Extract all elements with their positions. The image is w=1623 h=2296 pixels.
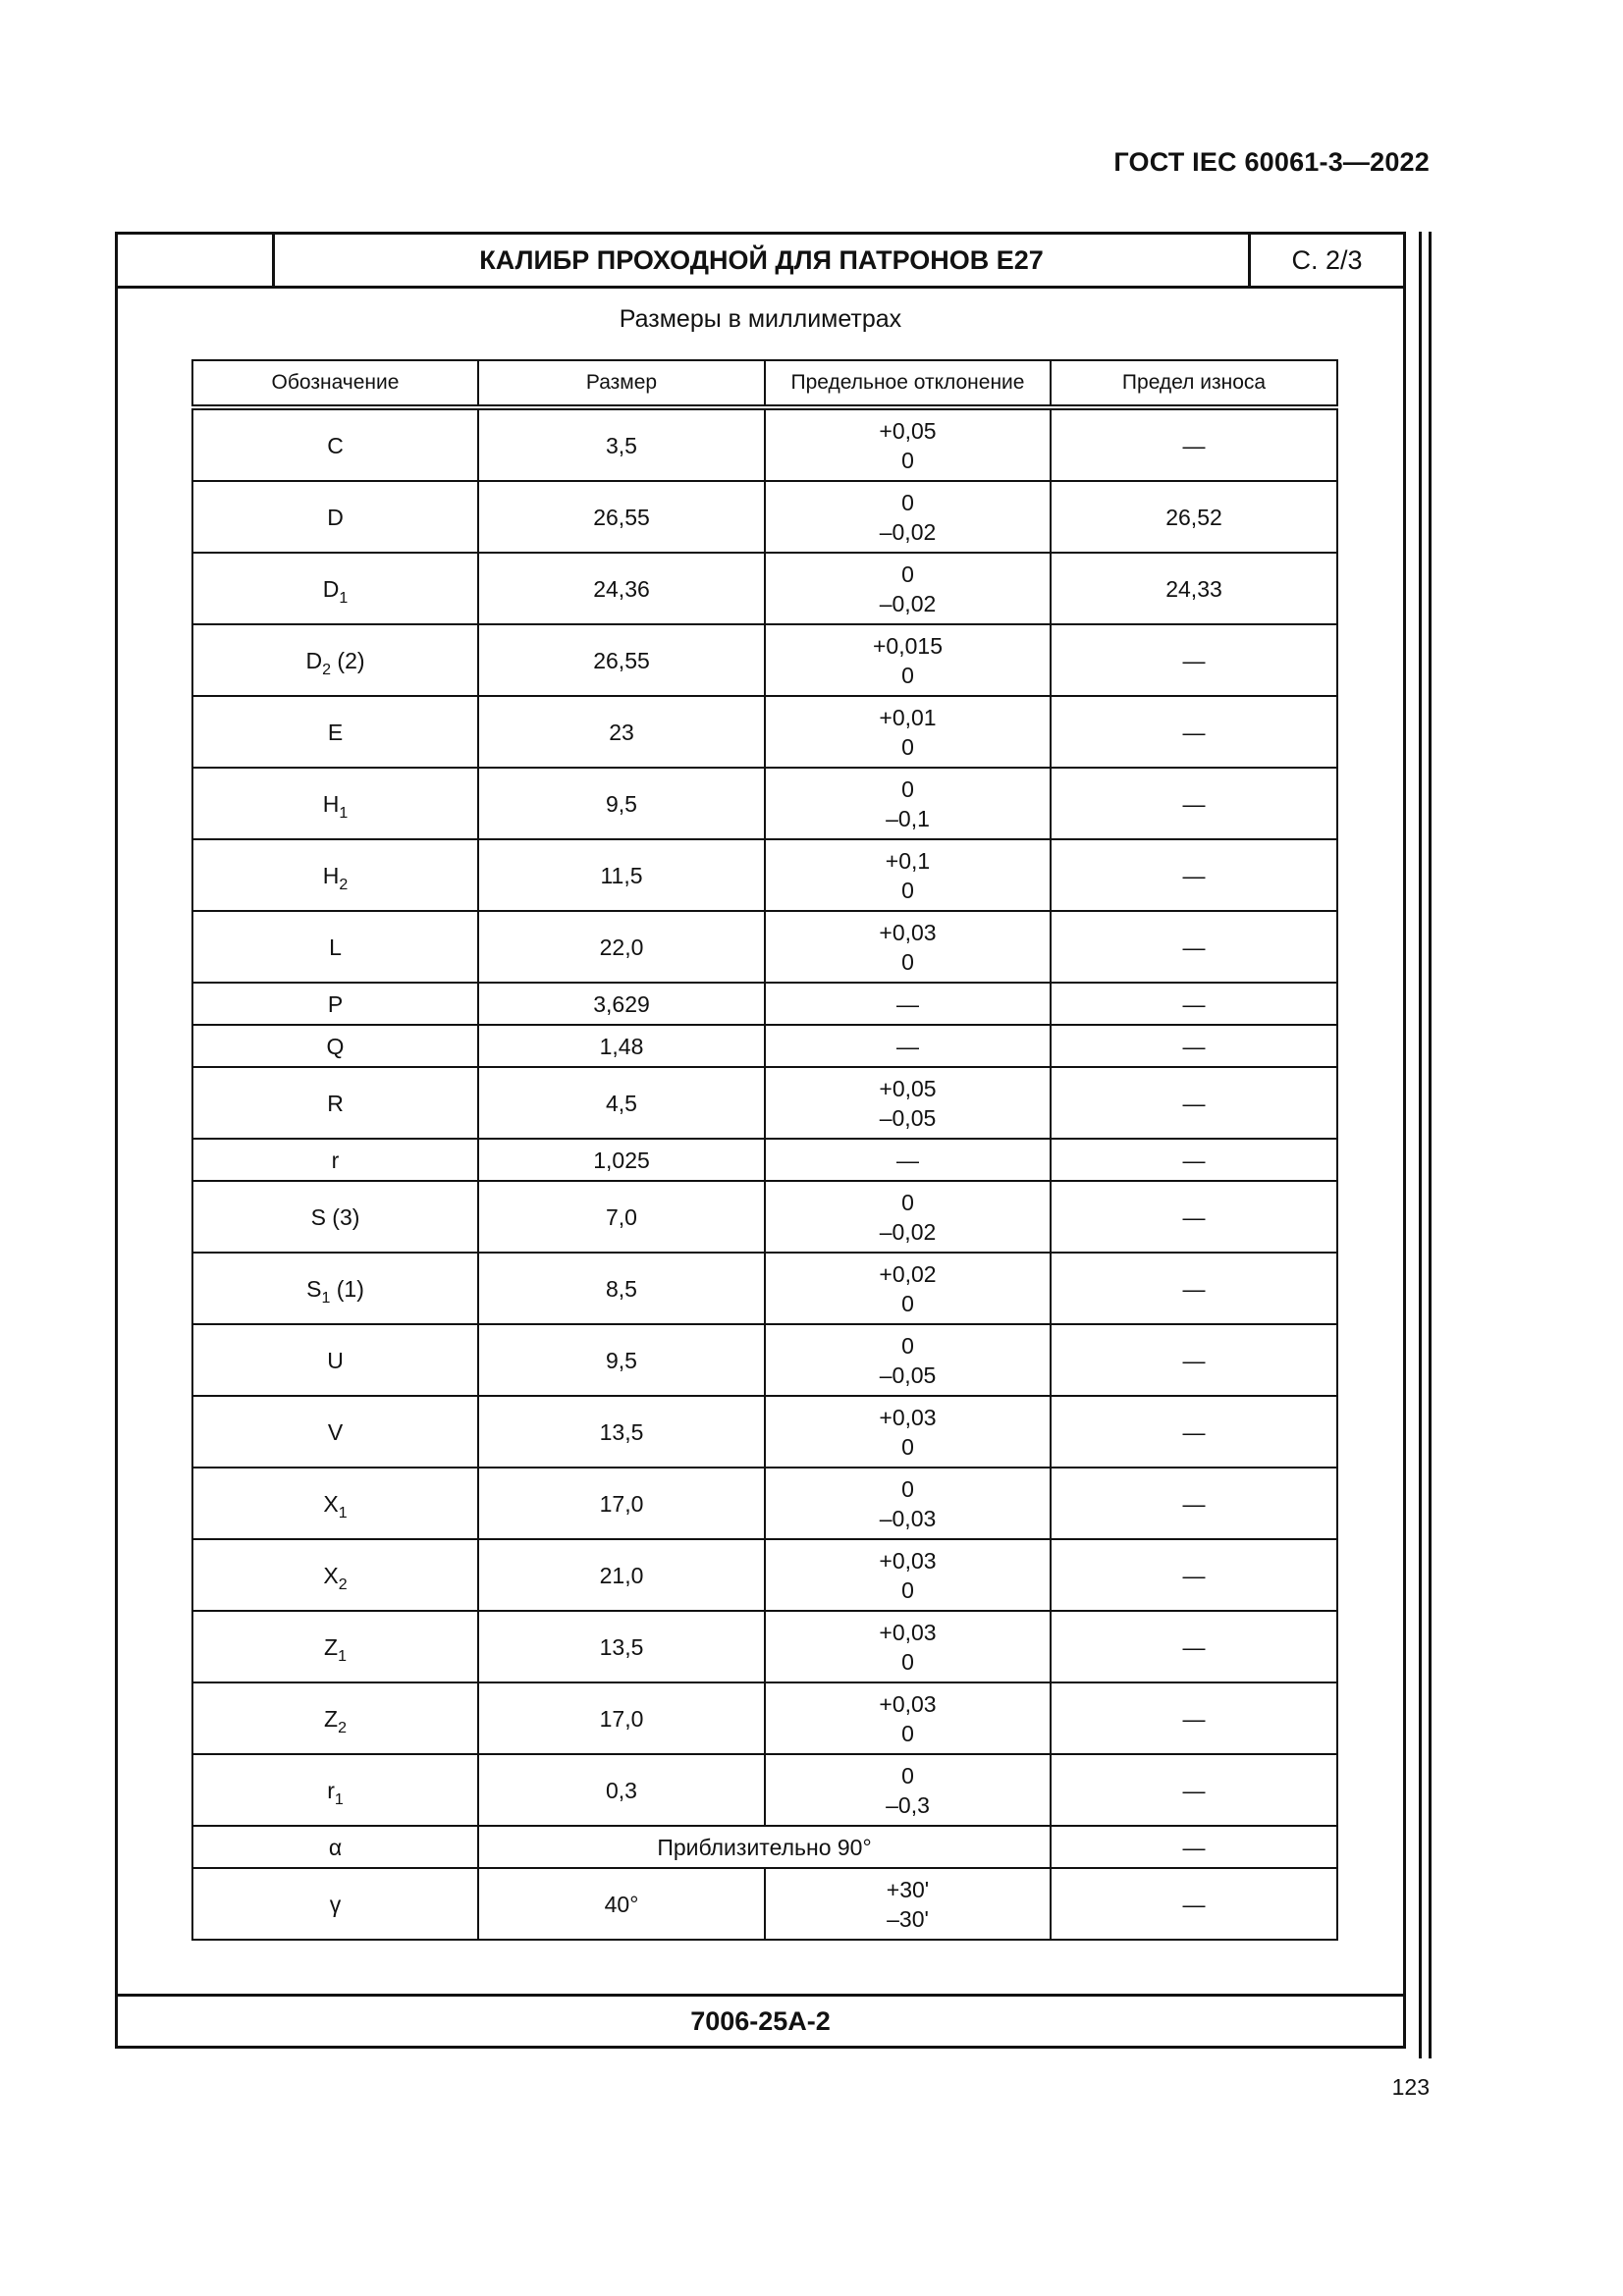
deviation-upper: +30' bbox=[886, 1876, 930, 1902]
cell-wear-limit: — bbox=[1051, 1067, 1337, 1139]
designation-symbol: r bbox=[331, 1147, 340, 1173]
cell-designation bbox=[192, 1139, 478, 1181]
cell-deviation bbox=[765, 481, 1051, 553]
designation-suffix: (2) bbox=[331, 647, 365, 673]
deviation-upper: 0 bbox=[901, 561, 914, 587]
designation-symbol: E bbox=[327, 719, 344, 745]
table-row bbox=[192, 1253, 1337, 1324]
deviation-upper: 0 bbox=[901, 775, 914, 802]
cell-designation bbox=[192, 1539, 478, 1611]
deviation-upper: +0,05 bbox=[879, 1075, 937, 1101]
deviation-upper: +0,03 bbox=[879, 919, 937, 945]
cell-size: 9,5 bbox=[478, 768, 765, 839]
designation-subscript: 1 bbox=[334, 1790, 344, 1808]
designation-symbol: γ bbox=[329, 1891, 342, 1917]
cell-deviation bbox=[765, 1253, 1051, 1324]
deviation-upper: 0 bbox=[901, 489, 914, 515]
cell-wear-limit: 24,33 bbox=[1051, 553, 1337, 624]
cell-size: 13,5 bbox=[478, 1396, 765, 1468]
cell-designation bbox=[192, 983, 478, 1025]
deviation-lower: –0,05 bbox=[879, 1104, 937, 1131]
column-header-size: Размер bbox=[478, 360, 765, 407]
designation-subscript: 2 bbox=[338, 1575, 348, 1593]
table-row bbox=[192, 1826, 1337, 1868]
title-blank-cell bbox=[118, 235, 275, 286]
column-header-deviation: Предельное отклонение bbox=[765, 360, 1051, 407]
table-body bbox=[192, 407, 1337, 1940]
designation-subscript: 2 bbox=[322, 661, 332, 678]
cell-size: 21,0 bbox=[478, 1539, 765, 1611]
table-row bbox=[192, 1139, 1337, 1181]
deviation-upper: +0,05 bbox=[879, 417, 937, 444]
cell-size: 3,629 bbox=[478, 983, 765, 1025]
cell-wear-limit: — bbox=[1051, 624, 1337, 696]
sheet-frame bbox=[115, 232, 1406, 2049]
deviation-lower: 0 bbox=[901, 447, 914, 473]
cell-wear-limit: — bbox=[1051, 911, 1337, 983]
designation-symbol: r bbox=[327, 1777, 335, 1803]
cell-wear-limit: — bbox=[1051, 1025, 1337, 1067]
deviation-lower: 0 bbox=[901, 1648, 914, 1675]
cell-wear-limit: — bbox=[1051, 1539, 1337, 1611]
deviation-upper: +0,015 bbox=[873, 632, 943, 659]
deviation-lower: –0,03 bbox=[879, 1505, 937, 1531]
deviation-lower: 0 bbox=[901, 1576, 914, 1603]
designation-subscript: 1 bbox=[321, 1289, 331, 1307]
deviation-lower: –30' bbox=[887, 1905, 929, 1932]
deviation-upper: 0 bbox=[901, 1475, 914, 1502]
table-row bbox=[192, 553, 1337, 624]
cell-designation bbox=[192, 1826, 478, 1868]
cell-wear-limit: — bbox=[1051, 983, 1337, 1025]
deviation-lower: 0 bbox=[901, 948, 914, 975]
deviation-upper: +0,03 bbox=[879, 1690, 937, 1717]
table-row bbox=[192, 696, 1337, 768]
cell-wear-limit: — bbox=[1051, 1181, 1337, 1253]
cell-deviation bbox=[765, 911, 1051, 983]
designation-symbol: S bbox=[306, 1275, 322, 1302]
sheet-number: С. 2/3 bbox=[1291, 244, 1363, 275]
designation-symbol: Q bbox=[326, 1033, 345, 1059]
designation-subscript: 1 bbox=[339, 804, 349, 822]
table-row bbox=[192, 1682, 1337, 1754]
table-row bbox=[192, 1539, 1337, 1611]
table-row bbox=[192, 1067, 1337, 1139]
designation-subscript: 2 bbox=[339, 876, 349, 893]
cell-designation bbox=[192, 1754, 478, 1826]
cell-size: 1,025 bbox=[478, 1139, 765, 1181]
deviation-upper: 0 bbox=[901, 1762, 914, 1789]
cell-designation bbox=[192, 1611, 478, 1682]
designation-subscript: 2 bbox=[338, 1719, 347, 1736]
deviation-lower: –0,1 bbox=[886, 805, 930, 831]
designation-symbol: R bbox=[327, 1090, 344, 1116]
table-row bbox=[192, 407, 1337, 481]
designation-symbol: U bbox=[327, 1347, 344, 1373]
designation-symbol: L bbox=[329, 934, 342, 960]
deviation-lower: 0 bbox=[901, 1433, 914, 1460]
cell-designation bbox=[192, 553, 478, 624]
cell-size: 17,0 bbox=[478, 1682, 765, 1754]
designation-symbol: Z bbox=[324, 1633, 339, 1660]
table-row bbox=[192, 1324, 1337, 1396]
table-row bbox=[192, 1181, 1337, 1253]
cell-deviation bbox=[765, 1468, 1051, 1539]
designation-symbol: D bbox=[322, 575, 340, 602]
deviation-lower: –0,02 bbox=[879, 1218, 937, 1245]
cell-wear-limit: — bbox=[1051, 1826, 1337, 1868]
cell-size: 4,5 bbox=[478, 1067, 765, 1139]
designation-symbol: X bbox=[323, 1562, 339, 1588]
cell-deviation: — bbox=[765, 983, 1051, 1025]
table-row bbox=[192, 983, 1337, 1025]
designation-subscript: 1 bbox=[338, 1504, 348, 1522]
cell-size-merged: Приблизительно 90° bbox=[478, 1826, 1051, 1868]
designation-symbol: X bbox=[323, 1490, 339, 1517]
cell-wear-limit: 26,52 bbox=[1051, 481, 1337, 553]
designation-symbol: C bbox=[327, 432, 344, 458]
cell-size: 0,3 bbox=[478, 1754, 765, 1826]
designation-symbol: H bbox=[322, 862, 340, 888]
cell-deviation bbox=[765, 1181, 1051, 1253]
deviation-upper: +0,03 bbox=[879, 1404, 937, 1430]
cell-wear-limit: — bbox=[1051, 768, 1337, 839]
cell-size: 7,0 bbox=[478, 1181, 765, 1253]
cell-deviation: — bbox=[765, 1025, 1051, 1067]
cell-size: 26,55 bbox=[478, 624, 765, 696]
deviation-lower: –0,05 bbox=[879, 1362, 937, 1388]
cell-deviation bbox=[765, 407, 1051, 481]
cell-designation bbox=[192, 1067, 478, 1139]
dimensions-table-wrap bbox=[191, 359, 1336, 1941]
designation-symbol: D bbox=[305, 647, 323, 673]
cell-size: 11,5 bbox=[478, 839, 765, 911]
cell-size: 22,0 bbox=[478, 911, 765, 983]
designation-symbol: P bbox=[327, 990, 344, 1017]
cell-designation bbox=[192, 1253, 478, 1324]
table-row bbox=[192, 1025, 1337, 1067]
units-caption: Размеры в миллиметрах bbox=[619, 305, 902, 333]
deviation-upper: +0,03 bbox=[879, 1547, 937, 1574]
cell-wear-limit: — bbox=[1051, 1396, 1337, 1468]
deviation-lower: 0 bbox=[901, 1720, 914, 1746]
column-header-designation: Обозначение bbox=[192, 360, 478, 407]
cell-designation bbox=[192, 696, 478, 768]
table-row bbox=[192, 1868, 1337, 1940]
deviation-upper: +0,1 bbox=[885, 847, 931, 874]
column-header-wear-limit: Предел износа bbox=[1051, 360, 1337, 407]
designation-subscript: 1 bbox=[339, 589, 349, 607]
cell-designation bbox=[192, 1682, 478, 1754]
designation-symbol: H bbox=[322, 790, 340, 817]
cell-wear-limit: — bbox=[1051, 839, 1337, 911]
cell-deviation bbox=[765, 696, 1051, 768]
cell-designation bbox=[192, 839, 478, 911]
cell-designation bbox=[192, 1868, 478, 1940]
table-row bbox=[192, 1754, 1337, 1826]
cell-deviation bbox=[765, 1539, 1051, 1611]
cell-wear-limit: — bbox=[1051, 407, 1337, 481]
sheet-title: КАЛИБР ПРОХОДНОЙ ДЛЯ ПАТРОНОВ Е27 bbox=[275, 235, 1251, 286]
cell-designation bbox=[192, 768, 478, 839]
cell-deviation bbox=[765, 839, 1051, 911]
deviation-upper: +0,02 bbox=[879, 1260, 937, 1287]
cell-designation bbox=[192, 1181, 478, 1253]
deviation-upper: +0,01 bbox=[879, 704, 937, 730]
cell-deviation bbox=[765, 1067, 1051, 1139]
cell-deviation bbox=[765, 1868, 1051, 1940]
deviation-lower: 0 bbox=[901, 662, 914, 688]
deviation-lower: 0 bbox=[901, 733, 914, 760]
cell-deviation bbox=[765, 768, 1051, 839]
cell-wear-limit: — bbox=[1051, 1868, 1337, 1940]
table-row bbox=[192, 1611, 1337, 1682]
cell-size: 17,0 bbox=[478, 1468, 765, 1539]
designation-subscript: 1 bbox=[338, 1647, 347, 1665]
designation-symbol: Z bbox=[324, 1705, 339, 1732]
cell-designation bbox=[192, 624, 478, 696]
deviation-upper: +0,03 bbox=[879, 1619, 937, 1645]
title-row bbox=[118, 235, 1403, 289]
cell-deviation bbox=[765, 1324, 1051, 1396]
cell-wear-limit: — bbox=[1051, 1139, 1337, 1181]
table-row bbox=[192, 768, 1337, 839]
cell-size: 1,48 bbox=[478, 1025, 765, 1067]
document-header: ГОСТ IEC 60061-3—2022 bbox=[1113, 147, 1430, 177]
cell-designation bbox=[192, 407, 478, 481]
deviation-upper: 0 bbox=[901, 1332, 914, 1359]
cell-designation bbox=[192, 481, 478, 553]
cell-wear-limit: — bbox=[1051, 1324, 1337, 1396]
cell-designation bbox=[192, 1468, 478, 1539]
page-number: 123 bbox=[1391, 2074, 1430, 2100]
frame-double-line bbox=[1429, 232, 1432, 2058]
designation-symbol: α bbox=[328, 1834, 343, 1860]
cell-deviation bbox=[765, 1396, 1051, 1468]
designation-symbol: S bbox=[310, 1203, 326, 1230]
cell-wear-limit: — bbox=[1051, 1468, 1337, 1539]
designation-symbol: V bbox=[327, 1418, 344, 1445]
table-header-row bbox=[192, 360, 1337, 407]
cell-deviation bbox=[765, 1611, 1051, 1682]
cell-deviation bbox=[765, 553, 1051, 624]
table-row bbox=[192, 481, 1337, 553]
cell-wear-limit: — bbox=[1051, 1682, 1337, 1754]
cell-deviation bbox=[765, 624, 1051, 696]
cell-designation bbox=[192, 1324, 478, 1396]
designation-suffix: (1) bbox=[330, 1275, 364, 1302]
table-row bbox=[192, 624, 1337, 696]
cell-wear-limit: — bbox=[1051, 1754, 1337, 1826]
cell-size: 23 bbox=[478, 696, 765, 768]
deviation-upper: 0 bbox=[901, 1189, 914, 1215]
frame-double-line bbox=[1419, 232, 1422, 2058]
cell-size: 40° bbox=[478, 1868, 765, 1940]
cell-size: 9,5 bbox=[478, 1324, 765, 1396]
cell-designation bbox=[192, 1025, 478, 1067]
table-row bbox=[192, 911, 1337, 983]
cell-deviation bbox=[765, 1682, 1051, 1754]
cell-designation bbox=[192, 1396, 478, 1468]
cell-wear-limit: — bbox=[1051, 696, 1337, 768]
deviation-lower: –0,02 bbox=[879, 518, 937, 545]
cell-designation bbox=[192, 911, 478, 983]
sheet-code: 7006-25A-2 bbox=[118, 1994, 1403, 2046]
designation-suffix: (3) bbox=[325, 1203, 360, 1230]
deviation-lower: 0 bbox=[901, 1290, 914, 1316]
cell-size: 8,5 bbox=[478, 1253, 765, 1324]
cell-size: 3,5 bbox=[478, 407, 765, 481]
cell-size: 13,5 bbox=[478, 1611, 765, 1682]
deviation-lower: 0 bbox=[901, 877, 914, 903]
cell-size: 26,55 bbox=[478, 481, 765, 553]
table-row bbox=[192, 839, 1337, 911]
dimensions-table bbox=[191, 359, 1338, 1941]
deviation-lower: –0,3 bbox=[886, 1791, 930, 1818]
cell-wear-limit: — bbox=[1051, 1253, 1337, 1324]
table-row bbox=[192, 1396, 1337, 1468]
designation-symbol: D bbox=[327, 504, 344, 530]
cell-wear-limit: — bbox=[1051, 1611, 1337, 1682]
cell-size: 24,36 bbox=[478, 553, 765, 624]
table-row bbox=[192, 1468, 1337, 1539]
cell-deviation: — bbox=[765, 1139, 1051, 1181]
deviation-lower: –0,02 bbox=[879, 590, 937, 616]
cell-deviation bbox=[765, 1754, 1051, 1826]
